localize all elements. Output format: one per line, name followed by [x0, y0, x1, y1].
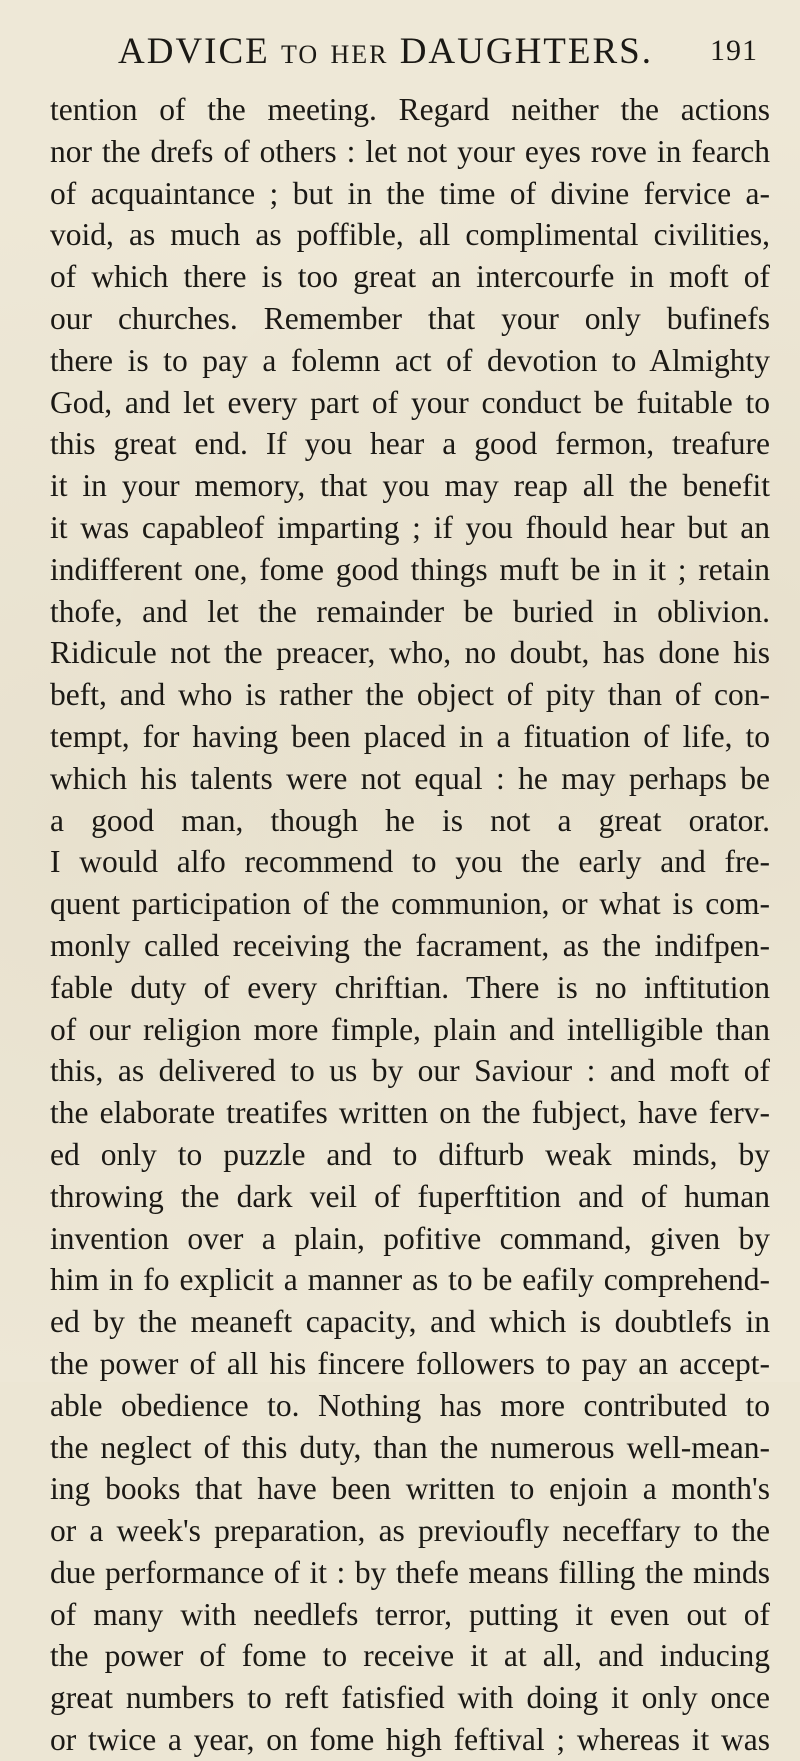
text-line: ing books that have been written to enjoin a month's — [50, 1471, 770, 1507]
text-line: ed by the meaneft capacity, and which is doubtlefs in — [50, 1304, 770, 1340]
text-line: Ridicule not the preacer, who, no doubt, has done his — [50, 635, 770, 671]
body-text — [50, 89, 770, 1761]
text-line: or a week's preparation, as previoufly neceffary to the — [50, 1513, 770, 1549]
text-line: this great end. If you hear a good fermon, treafure — [50, 426, 770, 462]
text-line: nor the drefs of others : let not your eyes rove in fearch — [50, 133, 770, 169]
text-line: of which there is too great an intercourfe in moft of — [50, 259, 770, 295]
text-line: the power of fome to receive it at all, and inducing — [50, 1638, 770, 1674]
text-line: our churches. Remember that your only bufinefs — [50, 300, 770, 336]
text-line: throwing the dark veil of fuperftition and of human — [50, 1178, 770, 1214]
text-line: monly called receiving the facrament, as the indifpen- — [50, 927, 770, 963]
text-line: there is to pay a folemn act of devotion to Almighty — [50, 342, 770, 378]
text-line: ed only to puzzle and to difturb weak minds, by — [50, 1136, 770, 1172]
text-line: of our religion more fimple, plain and intelligible than — [50, 1011, 770, 1047]
page-number: 191 — [710, 34, 758, 67]
text-line: of acquaintance ; but in the time of divine fervice a- — [50, 175, 770, 211]
text-line: fable duty of every chriftian. There is no inftitution — [50, 969, 770, 1005]
text-line: able obedience to. Nothing has more contributed to — [50, 1387, 770, 1423]
text-line: invention over a plain, pofitive command, given by — [50, 1220, 770, 1256]
text-line: it was capableof imparting ; if you fhould hear but an — [50, 509, 770, 545]
text-line: due performance of it : by thefe means filling the minds — [50, 1554, 770, 1590]
text-line: I would alfo recommend to you the early and fre- — [50, 844, 770, 880]
text-line: thofe, and let the remainder be buried in oblivion. — [50, 593, 770, 629]
text-line: a good man, though he is not a great orator. — [50, 802, 770, 838]
text-line: quent participation of the communion, or what is com- — [50, 886, 770, 922]
text-line: tempt, for having been placed in a fituation of life, to — [50, 718, 770, 754]
text-line: which his talents were not equal : he may perhaps be — [50, 760, 770, 796]
text-line: the elaborate treatifes written on the fubject, have ferv- — [50, 1095, 770, 1131]
text-line: of many with needlefs terror, putting it even out of — [50, 1596, 770, 1632]
text-line: or twice a year, on fome high feftival ; whereas it was — [50, 1722, 770, 1758]
text-line: the power of all his fincere followers to pay an accept- — [50, 1345, 770, 1381]
text-line: beft, and who is rather the object of pity than of con- — [50, 677, 770, 713]
running-head-title: ADVICE to her DAUGHTERS. — [118, 31, 654, 72]
text-line: God, and let every part of your conduct be fuitable to — [50, 384, 770, 420]
text-line: tention of the meeting. Regard neither the actions — [50, 92, 770, 127]
running-head — [118, 30, 758, 76]
text-line: him in fo explicit a manner as to be eafily comprehend- — [50, 1262, 770, 1298]
text-line: great numbers to reft fatisfied with doing it only once — [50, 1680, 770, 1716]
text-line: void, as much as poffible, all complimental civilities, — [50, 217, 770, 253]
text-line: it in your memory, that you may reap all the benefit — [50, 468, 770, 504]
text-line: the neglect of this duty, than the numerous well-mean- — [50, 1429, 770, 1465]
text-line: this, as delivered to us by our Saviour : and moft of — [50, 1053, 770, 1089]
text-line: indifferent one, fome good things muft be in it ; retain — [50, 551, 770, 587]
